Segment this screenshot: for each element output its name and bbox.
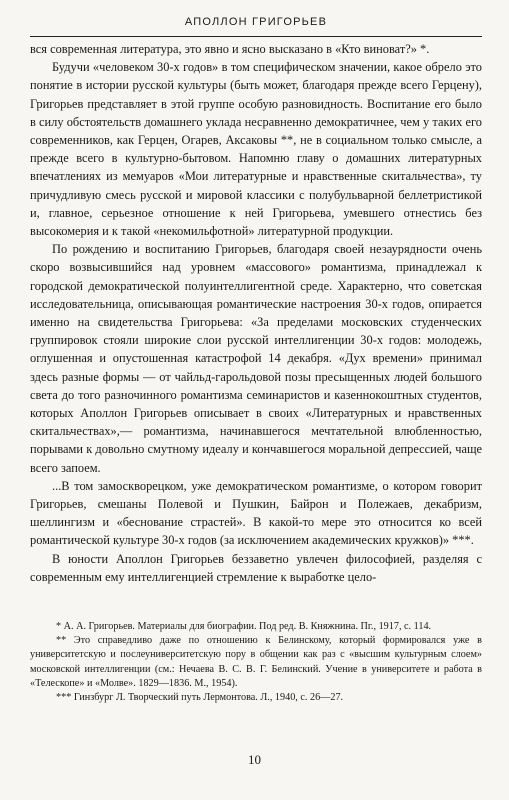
header-rule	[30, 36, 482, 37]
main-text	[30, 40, 482, 586]
footnotes	[30, 620, 482, 705]
paragraph: ...В том замоскворецком, уже демократическом романтизме, о котором говорит Григорьев, смешаны Полевой и Пушкин, Байрон и Полежаев, декабризм, шеллингизм и «беснование страстей». В какой-то мере это относится ко всей романтической культуре 30-х годов (за исключением академических кружков)» ***.	[30, 478, 482, 548]
page-number: 10	[248, 752, 261, 767]
paragraph: Будучи «человеком 30-х годов» в том специфическом значении, какое обрело это понятие в истории русской культуры (быть может, благодаря прежде всего Герцену), Григорьев представляет в этой группе особую разновидность. Воспитание его было в силу обстоятельств домашнего уклада несравненно демократичнее, чем у таких его современников, как Герцен, Огарев, Аксаковы **, не в социальном только смысле, а прежде всего в культурно-бытовом. Напомню главу о домашних литературных впечатлениях из мемуаров «Мои литературные и нравственные скитальчества», ту причудливую смесь русской и мировой классики с полубульварной беллетристикой и, главное, серьезное отношение к ней Григорьева, умевшего отнестись без высокомерия и к такой «некомильфотной» литературной продукции.	[30, 60, 482, 239]
footnote-3: *** Гинзбург Л. Творческий путь Лермонтова. Л., 1940, с. 26—27.	[56, 692, 344, 704]
footnote-1: * А. А. Григорьев. Материалы для биографии. Под ред. В. Княжнина. Пг., 1917, с. 114.	[56, 621, 432, 632]
footnote-2: ** Это справедливо даже по отношению к Белинскому, который формировался уже в университетскую и послеуниверситетскую пору в общении как раз с «высшим культурным слоем» московской интеллигенции (см.: Нечаева В. С. В. Г. Белинский. Учение в университете и работа в «Телескопе» и «Молве». 1829—1836. М., 1954).	[30, 635, 482, 689]
running-header: АПОЛЛОН ГРИГОРЬЕВ	[184, 16, 328, 28]
paragraph: В юности Аполлон Григорьев беззаветно увлечен философией, разделяя с современным ему интеллигенцией стремление к выработке цело-	[30, 551, 482, 584]
paragraph: По рождению и воспитанию Григорьев, благодаря своей незаурядности очень скоро возвысившийся над уровнем «массового» романтизма, принадлежал к городской демократической полуинтеллигентной среде. Характерно, что советская исследовательница, описывающая романтические настроения 30-х годов, опирается именно на свидетельства Григорьева: «За пределами московских студенческих группировок стояли широкие слои русской интеллигенции 30-х годов: молодежь, оглушенная и опустошенная катастрофой 14 декабря. «Дух времени» принимал здесь разные формы — от чайльд-гарольдовой позы пресыщенных людей большого света до того разночинного романтизма семинаристов и казеннокоштных студентов, которых Аполлон Григорьев описывает в своих «Литературных и нравственных скитальчествах»,— романтизма, начинавшегося мечтательной влюбленностью, порывами к довольно смутному идеалу и кончавшегося моральной депрессией, чаще всего запоем.	[30, 242, 482, 475]
paragraph-continuation: вся современная литература, это явно и ясно высказано в «Кто виноват?» *.	[30, 42, 430, 56]
